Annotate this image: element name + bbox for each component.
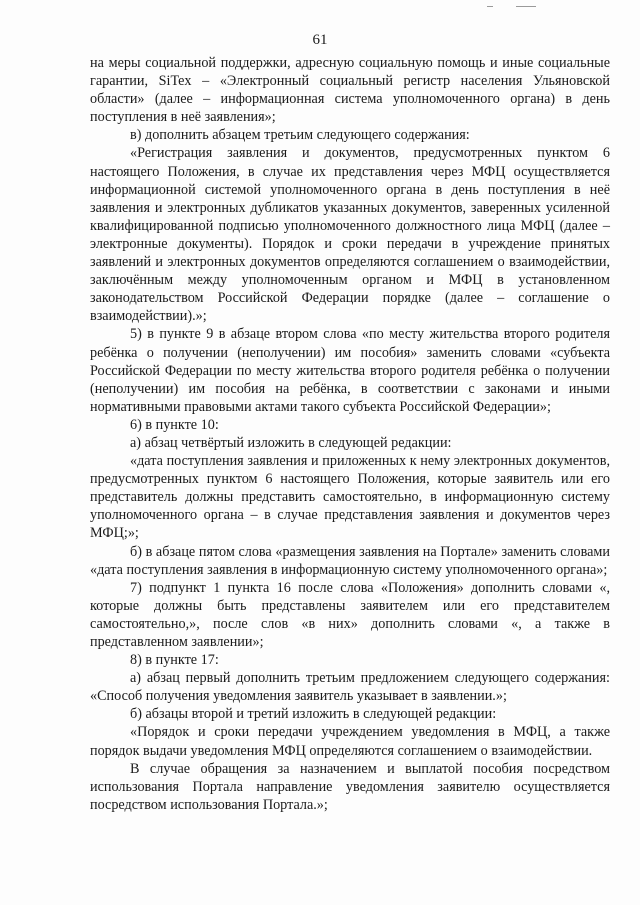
paragraph: на меры социальной поддержки, адресную социальную помощь и иные социальные гарантии, SiTex – «Электронный социальный регистр населения Ульяновской области» (далее – информационная система уполномоченного органа) в день поступления в неё заявления»;: [90, 55, 610, 126]
paragraph: а) абзац четвёртый изложить в следующей редакции:: [130, 434, 452, 451]
paragraph: 6) в пункте 10:: [130, 416, 219, 433]
paragraph: в) дополнить абзацем третьим следующего содержания:: [130, 127, 470, 144]
paragraph: «Порядок и сроки передачи учреждением уведомления в МФЦ, а также порядок выдачи уведомления МФЦ определяются соглашением о взаимодействии.: [90, 724, 610, 759]
paragraph: б) в абзаце пятом слова «размещения заявления на Портале» заменить словами «дата поступления заявления в информационную систему уполномоченного органа»;: [90, 543, 610, 578]
paragraph: б) абзацы второй и третий изложить в следующей редакции:: [130, 706, 497, 723]
paragraph: 7) подпункт 1 пункта 16 после слова «Положения» дополнить словами «, которые должны быть представлены заявителем или его представителем самостоятельно,», после слов «в них» дополнить словами «, а также в представленном заявлении»;: [90, 579, 610, 650]
paragraph: «Регистрация заявления и документов, предусмотренных пунктом 6 настоящего Положения, в случае их представления через МФЦ осуществляется информационной системой уполномоченного органа в день поступления в неё заявления и электронных дубликатов указанных документов, заверенных усиленной квалифицированной подписью уполномоченного должностного лица МФЦ (далее – электронные документы). Порядок и сроки передачи в учреждение принятых заявлений и электронных документов определяются соглашением о взаимодействии, заключённым между уполномоченным органом и МФЦ в установленном законодательством Российской Федерации порядке (далее – соглашение о взаимодействии).»;: [90, 145, 610, 325]
page-number: 61: [312, 32, 328, 48]
scan-mark: [487, 6, 493, 7]
paragraph: 5) в пункте 9 в абзаце втором слова «по месту жительства второго родителя ребёнка о получении (неполучении) им пособия» заменить словами «субъекта Российской Федерации по месту жительства второго родителя ребёнка о получении (неполучении) им пособия на ребёнка, в соответствии с законами и иными нормативными правовыми актами такого субъекта Российской Федерации»;: [90, 326, 610, 415]
paragraph: В случае обращения за назначением и выплатой пособия посредством использования Портала направление уведомления заявителю осуществляется посредством использования Портала.»;: [90, 760, 610, 813]
paragraph: а) абзац первый дополнить третьим предложением следующего содержания: «Способ получения уведомления заявитель указывает в заявлении.»;: [90, 670, 610, 705]
document-body: [90, 54, 610, 814]
paragraph: 8) в пункте 17:: [130, 652, 219, 669]
scan-mark: [516, 6, 536, 7]
paragraph: «дата поступления заявления и приложенных к нему электронных документов, предусмотренных пунктом 6 настоящего Положения, которые заявитель или его представитель должны представить самостоятельно, в информационную систему уполномоченного органа – в случае представления заявления и документов через МФЦ;»;: [90, 453, 610, 542]
